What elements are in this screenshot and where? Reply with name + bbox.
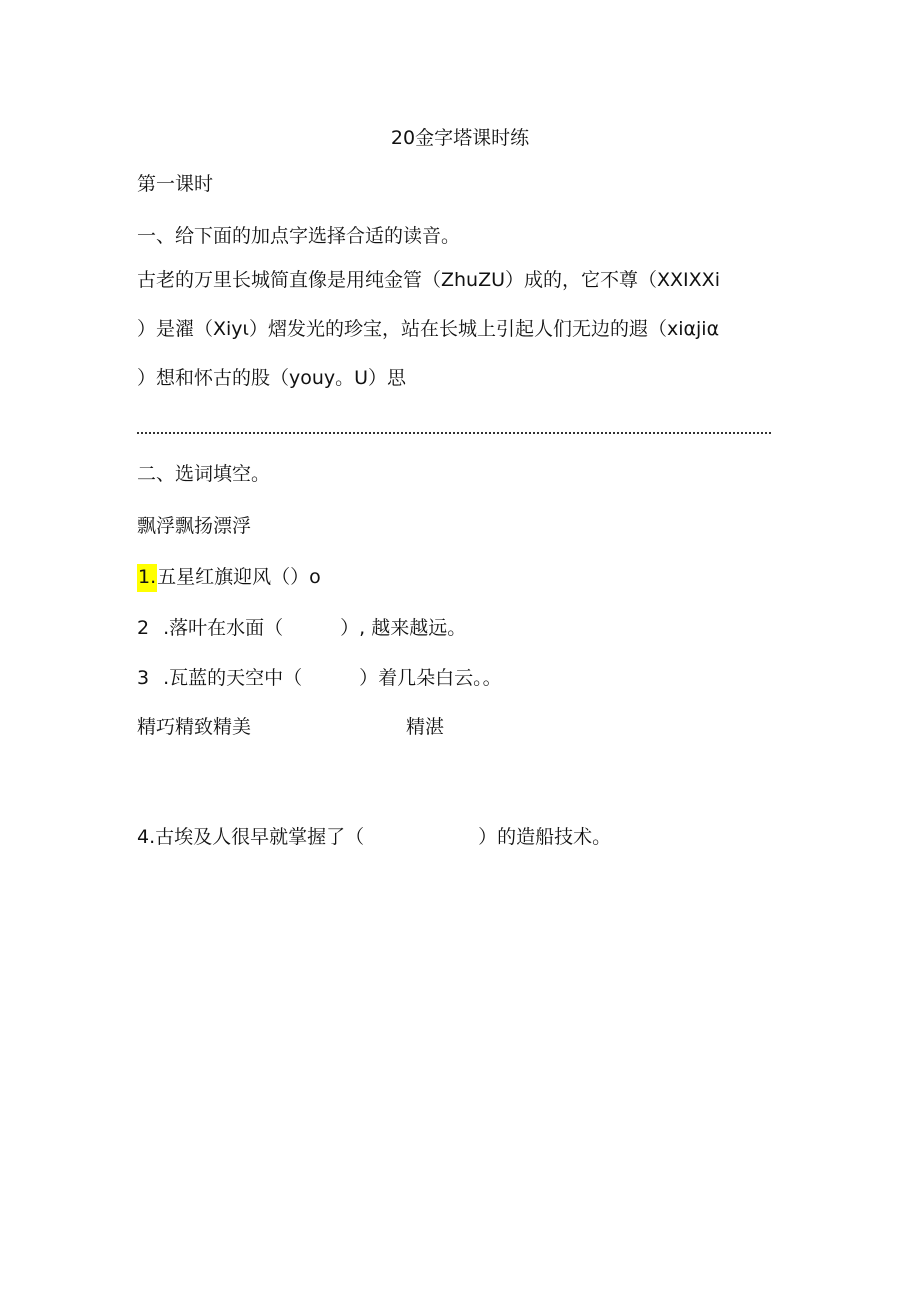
dotted-separator [137, 426, 771, 434]
question-2-text: .落叶在水面（ ）, 越来越远。 [163, 617, 467, 639]
section1-heading: 一、给下面的加点字选择合适的读音。 [137, 225, 461, 247]
lesson-label: 第一课时 [137, 173, 214, 195]
word-choices-a: 飘浮飘扬漂浮 [137, 515, 252, 537]
section1-line-3: ）想和怀古的股（youy。U）思 [137, 367, 407, 389]
section1-line-2: ）是濯（Xiyι）熠发光的珍宝，站在长城上引起人们无边的遐（xiαjiα [137, 318, 720, 340]
question-3 [137, 666, 502, 690]
question-1 [137, 565, 321, 589]
question-2-number: 2 [137, 617, 150, 639]
word-choices-b-left: 精巧精致精美 [137, 716, 252, 738]
question-3-text: .瓦蓝的天空中（ ）着几朵白云。。 [163, 667, 502, 689]
question-2 [137, 616, 466, 640]
question-1-number: 1. [137, 564, 157, 592]
question-4: 4.古埃及人很早就掌握了（ ）的造船技术。 [137, 826, 612, 848]
word-choices-b-right: 精湛 [406, 716, 445, 738]
word-choices-b [137, 715, 444, 739]
section1-line-1: 古老的万里长城简直像是用纯金管（ZhuZU）成的，它不尊（XXIXXi [137, 269, 720, 291]
page-title: 20金字塔课时练 [390, 127, 530, 149]
question-3-number: 3 [137, 667, 150, 689]
section2-heading: 二、选词填空。 [137, 463, 271, 485]
question-1-text: 五星红旗迎风（）o [157, 566, 321, 588]
